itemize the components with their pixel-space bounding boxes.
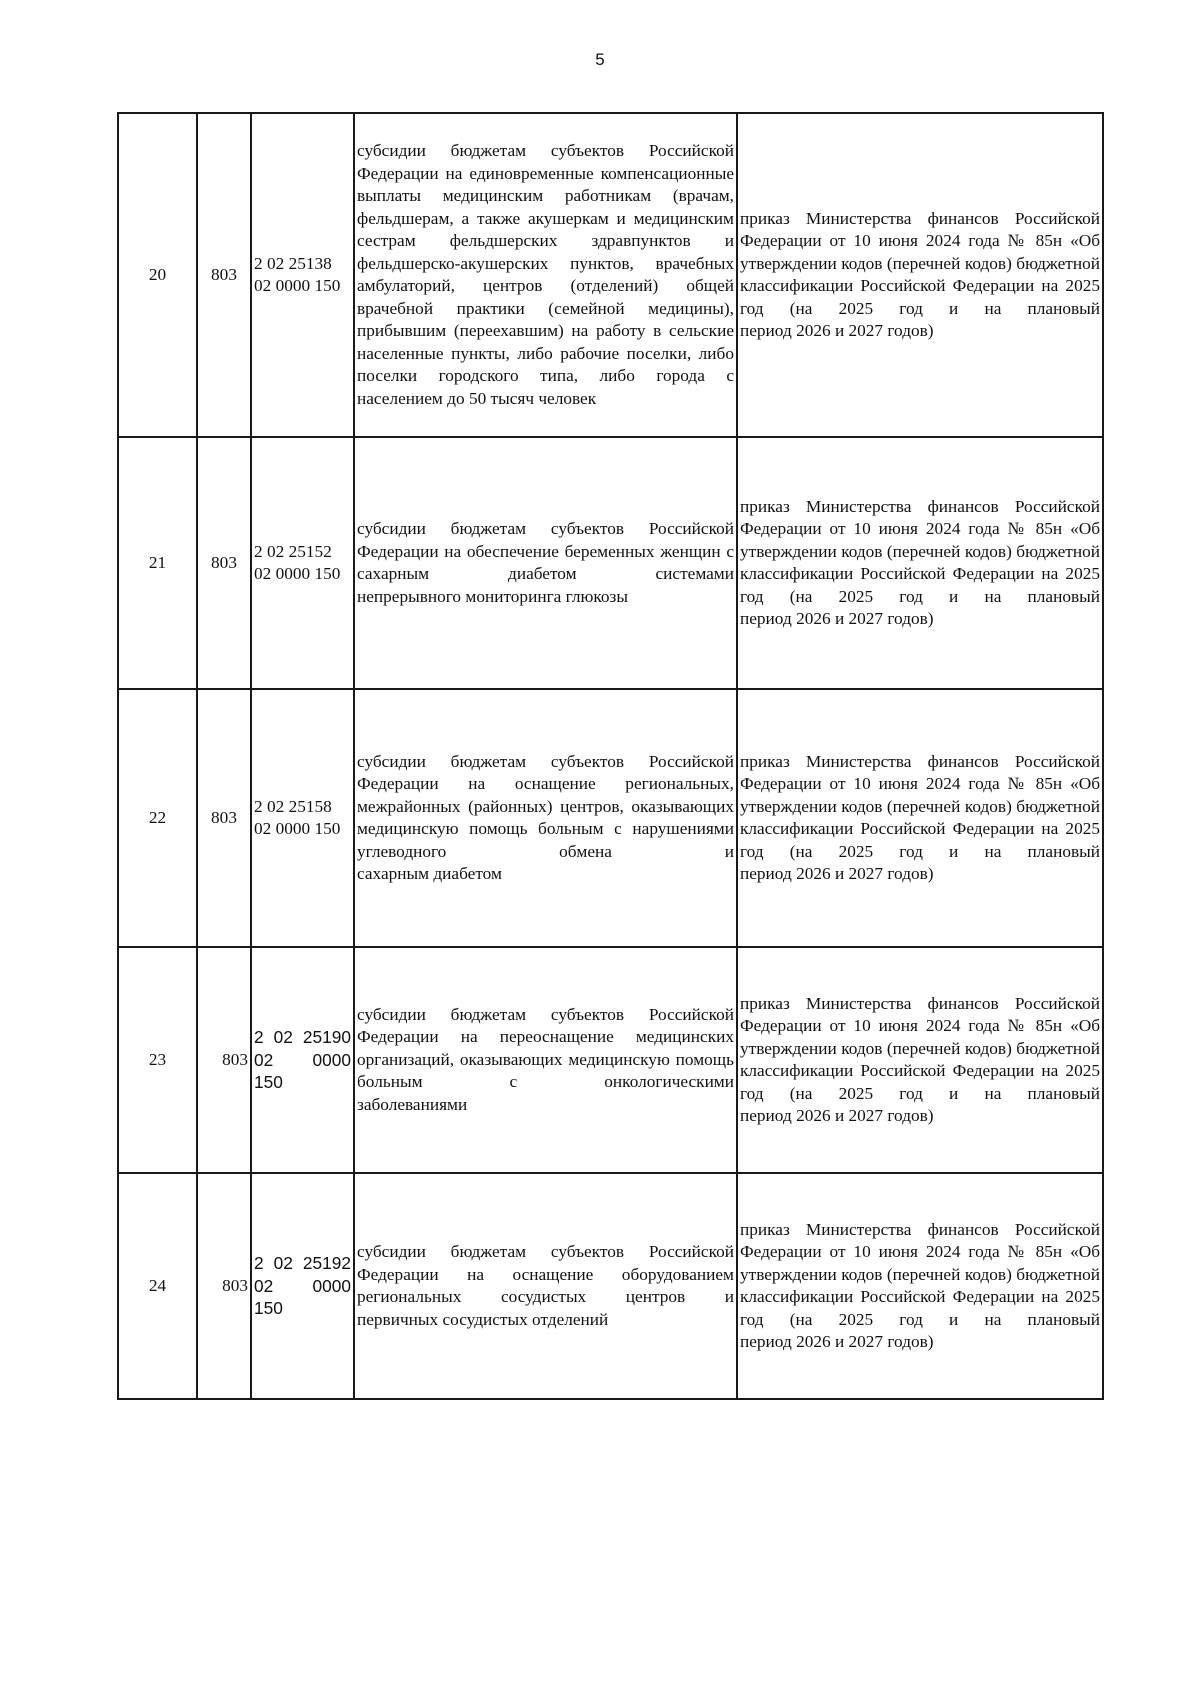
legal-basis-cell [737, 689, 1103, 947]
legal-basis-cell [737, 437, 1103, 689]
legal-basis-text-end: период 2026 и 2027 годов) [740, 321, 934, 340]
admin-code: 803 [197, 113, 251, 437]
legal-basis-text: приказ Министерства финансов Российской Федерации от 10 июня 2024 года № 85н «Об утверждении кодов (перечней кодов) бюджетной классификации Российской Федерации на 2025 год (на 2025 год и на плановый [740, 1219, 1100, 1329]
budget-codes-table [117, 112, 1104, 1400]
description-cell [354, 113, 737, 437]
row-number: 21 [118, 437, 197, 689]
budget-code-text: 2 02 25190 02 0000 [254, 1027, 351, 1070]
row-number: 22 [118, 689, 197, 947]
description-cell [354, 947, 737, 1173]
admin-code: 803 [197, 947, 251, 1173]
description-text-end: непрерывного мониторинга глюкозы [357, 586, 628, 606]
description-text: субсидии бюджетам субъектов Российской Федерации на обеспечение беременных женщин с сахарным диабетом системами [357, 519, 734, 583]
description-text-end: заболеваниями [357, 1094, 468, 1114]
table-row [118, 113, 1103, 437]
budget-code [251, 1173, 354, 1399]
table-row [118, 947, 1103, 1173]
budget-code-text-end: 150 [254, 1072, 283, 1093]
legal-basis-text-end: период 2026 и 2027 годов) [740, 1332, 934, 1351]
page-number: 5 [595, 50, 605, 69]
legal-basis-text-end: период 2026 и 2027 годов) [740, 864, 934, 883]
description-cell [354, 1173, 737, 1399]
table-row [118, 689, 1103, 947]
description-text-end: первичных сосудистых отделений [357, 1309, 609, 1329]
legal-basis-text: приказ Министерства финансов Российской Федерации от 10 июня 2024 года № 85н «Об утверждении кодов (перечней кодов) бюджетной классификации Российской Федерации на 2025 год (на 2025 год и на плановый [740, 751, 1100, 861]
description-cell [354, 437, 737, 689]
budget-code: 2 02 25138 02 0000 150 [251, 113, 354, 437]
description-text-end: сахарным диабетом [357, 864, 502, 883]
budget-code-text: 2 02 25192 02 0000 [254, 1253, 351, 1296]
description-text: субсидии бюджетам субъектов Российской Федерации на единовременные компенсационные выплаты медицинским работникам (врачам, фельдшерам, а также акушеркам и медицинским сестрам фельдшерских здравпунктов и фельдшерско-акушерских пунктов, врачебных амбулаторий, центров (отделений) общей врачебной практики (семейной медицины), прибывшим (переехавшим) на работу в сельские населенные пункты, либо рабочие поселки, либо поселки городского типа, либо города с [357, 141, 734, 385]
admin-code: 803 [197, 1173, 251, 1399]
budget-code: 2 02 25152 02 0000 150 [251, 437, 354, 689]
row-number: 20 [118, 113, 197, 437]
description-text-end: населением до 50 тысяч человек [357, 388, 597, 408]
budget-code-text-end: 150 [254, 1298, 283, 1319]
legal-basis-text: приказ Министерства финансов Российской Федерации от 10 июня 2024 года № 85н «Об утверждении кодов (перечней кодов) бюджетной классификации Российской Федерации на 2025 год (на 2025 год и на плановый [740, 208, 1100, 318]
legal-basis-text: приказ Министерства финансов Российской Федерации от 10 июня 2024 года № 85н «Об утверждении кодов (перечней кодов) бюджетной классификации Российской Федерации на 2025 год (на 2025 год и на плановый [740, 993, 1100, 1103]
admin-code: 803 [197, 437, 251, 689]
legal-basis-text: приказ Министерства финансов Российской Федерации от 10 июня 2024 года № 85н «Об утверждении кодов (перечней кодов) бюджетной классификации Российской Федерации на 2025 год (на 2025 год и на плановый [740, 496, 1100, 606]
admin-code: 803 [197, 689, 251, 947]
legal-basis-text-end: период 2026 и 2027 годов) [740, 1106, 934, 1125]
table-row [118, 1173, 1103, 1399]
legal-basis-cell [737, 113, 1103, 437]
description-text: субсидии бюджетам субъектов Российской Федерации на оснащение региональных, межрайонных (районных) центров, оказывающих медицинскую помощь больным с нарушениями углеводного обмена и [357, 751, 734, 861]
budget-code [251, 947, 354, 1173]
row-number: 24 [118, 1173, 197, 1399]
budget-code: 2 02 25158 02 0000 150 [251, 689, 354, 947]
table-row [118, 437, 1103, 689]
legal-basis-cell [737, 1173, 1103, 1399]
row-number: 23 [118, 947, 197, 1173]
legal-basis-cell [737, 947, 1103, 1173]
description-text: субсидии бюджетам субъектов Российской Федерации на оснащение оборудованием региональных сосудистых центров и [357, 1242, 734, 1306]
description-text: субсидии бюджетам субъектов Российской Федерации на переоснащение медицинских организаций, оказывающих медицинскую помощь больным с онкологическими [357, 1004, 734, 1092]
description-cell [354, 689, 737, 947]
legal-basis-text-end: период 2026 и 2027 годов) [740, 609, 934, 628]
